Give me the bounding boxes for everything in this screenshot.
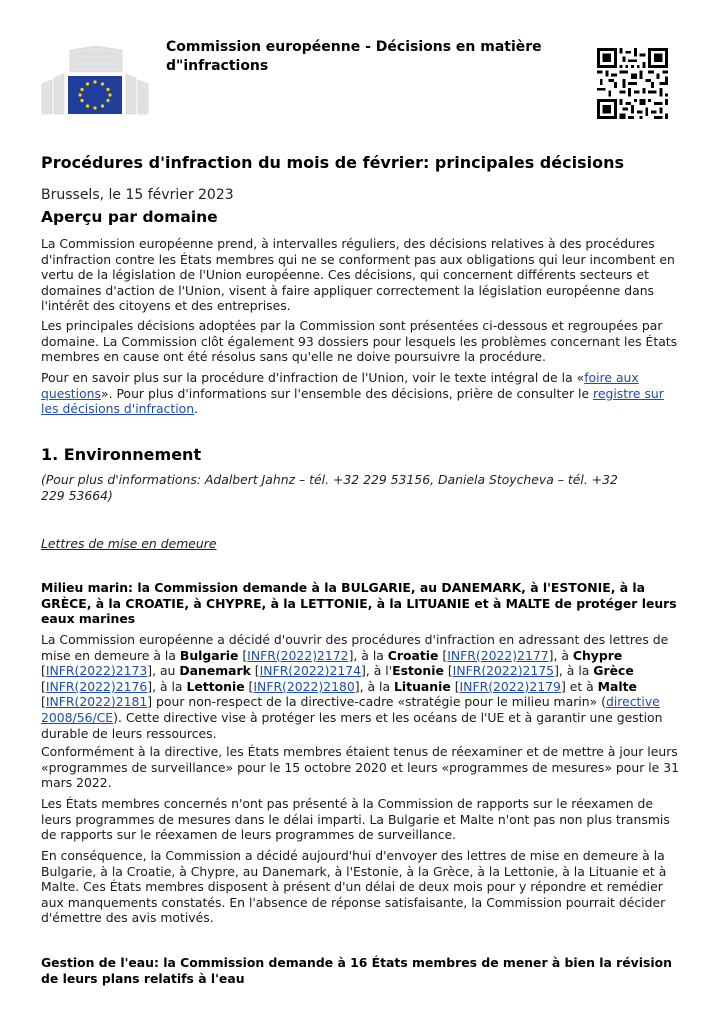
eu-flag-icon xyxy=(40,44,150,116)
subsection-heading: Lettres de mise en demeure xyxy=(41,536,217,551)
intro-paragraph-2: Les principales décisions adoptées par la Commission sont présentées ci-dessous et regroupées par domaine. La Commission clôt également 93 dossiers pour lesquels les problèmes concernant les États membres en cause ont été résolus sans qu'elle ne doive poursuivre la procédure. xyxy=(41,318,678,365)
infr-link[interactable]: INFR(2022)2179 xyxy=(459,678,561,694)
case-title-marine: Milieu marin: la Commission demande à la BULGARIE, au DANEMARK, à l'ESTONIE, à la GRÈCE, à la CROATIE, à CHYPRE, à la LETTONIE, à la LITUANIE et à MALTE de protéger leurs eaux marines xyxy=(41,580,677,627)
case-title-water: Gestion de l'eau: la Commission demande à 16 États membres de mener à bien la révision de leurs plans relatifs à l'eau xyxy=(41,955,672,986)
intro-paragraph-1: La Commission européenne prend, à intervalles réguliers, des décisions relatives à des procédures d'infraction contre les États membres qui ne se conforment pas aux obligations qui leur incombent en vertu de la législation de l'Union européenne. Ces décisions, qui concernent différents secteurs et domaines d'action de l'Union, visent à faire appliquer correctement la législation européenne dans l'intérêt des citoyens et des entreprises. xyxy=(41,236,675,314)
infr-link[interactable]: INFR(2022)2174 xyxy=(259,663,362,679)
infr-link[interactable]: INFR(2022)2177 xyxy=(447,647,549,663)
case-paragraph-1: La Commission européenne a décidé d'ouvrir des procédures d'infraction en adressant des lettres de mise en demeure à la Bulgarie [INFR(2022)2172], à la Croatie [INFR(2022)2177], à Chypre [INFR(2022)2173], au Danemark [INFR(2022)2174], à l'Estonie [INFR(2022)2175], à la Grèce [INFR(2022)2176], à la Lettonie [INFR(2022)2180], à la Lituanie [INFR(2022)2179] et à Malte [INFR(2022)2181] pour non-respect de la directive-cadre «stratégie pour le milieu marin» (directive 2008/56/CE). Cette directive vise à protéger les mers et les océans de l'UE et à garantir une gestion durable de leurs ressources. xyxy=(41,632,669,741)
faq-link[interactable]: foire aux questions xyxy=(41,370,639,401)
page-title: Procédures d'infraction du mois de février: principales décisions xyxy=(41,153,624,172)
qr-code-icon xyxy=(597,48,668,119)
section-title-environment: 1. Environnement xyxy=(41,445,202,464)
infr-link[interactable]: INFR(2022)2180 xyxy=(253,678,355,694)
case-paragraph-2: Conformément à la directive, les États membres étaient tenus de réexaminer et de mettre à jour leurs «programmes de surveillance» pour le 15 octobre 2020 et leurs «programmes de mesures» pour le 31 mars 2022. xyxy=(41,744,680,791)
directive-link[interactable]: directive 2008/56/CE xyxy=(41,694,660,725)
infringement-register-link[interactable]: registre sur les décisions d'infraction xyxy=(41,385,664,417)
case-paragraph-4: En conséquence, la Commission a décidé aujourd'hui d'envoyer des lettres de mise en demeure à la Bulgarie, à la Croatie, à Chypre, au Danemark, à l'Estonie, à la Grèce, à la Lettonie, à la Lituanie et à Malte. Ces États membres disposent à présent d'un délai de deux mois pour y répondre et remédier aux manquements constatés. En l'absence de réponse satisfaisante, la Commission pourrait décider d'émettre des avis motivés. xyxy=(41,848,667,926)
infr-link[interactable]: INFR(2022)2181 xyxy=(45,694,148,710)
infr-link[interactable]: INFR(2022)2176 xyxy=(45,678,148,694)
contact-info: (Pour plus d'informations: Adalbert Jahnz – tél. +32 229 53156, Daniela Stoycheva – tél. +32 229 53664) xyxy=(41,472,618,503)
infr-link[interactable]: INFR(2022)2172 xyxy=(247,647,349,663)
infr-link[interactable]: INFR(2022)2175 xyxy=(452,663,555,679)
infr-link[interactable]: INFR(2022)2173 xyxy=(45,663,148,679)
overview-heading: Aperçu par domaine xyxy=(41,208,218,226)
intro-paragraph-3: Pour en savoir plus sur la procédure d'infraction de l'Union, voir le texte intégral de la «foire aux questions». Pour plus d'informations sur l'ensemble des décisions, prière de consulter le registre sur les décisions d'infraction. xyxy=(41,370,664,417)
header-title: Commission européenne - Décisions en matière d"infractions xyxy=(166,39,542,74)
case-paragraph-3: Les États membres concernés n'ont pas présenté à la Commission de rapports sur le réexamen de leurs programmes de mesures dans le délai imparti. La Bulgarie et Malte n'ont pas non plus transmis de rapports sur le réexamen de leurs programmes de surveillance. xyxy=(41,796,670,843)
dateline: Brussels, le 15 février 2023 xyxy=(41,187,234,203)
